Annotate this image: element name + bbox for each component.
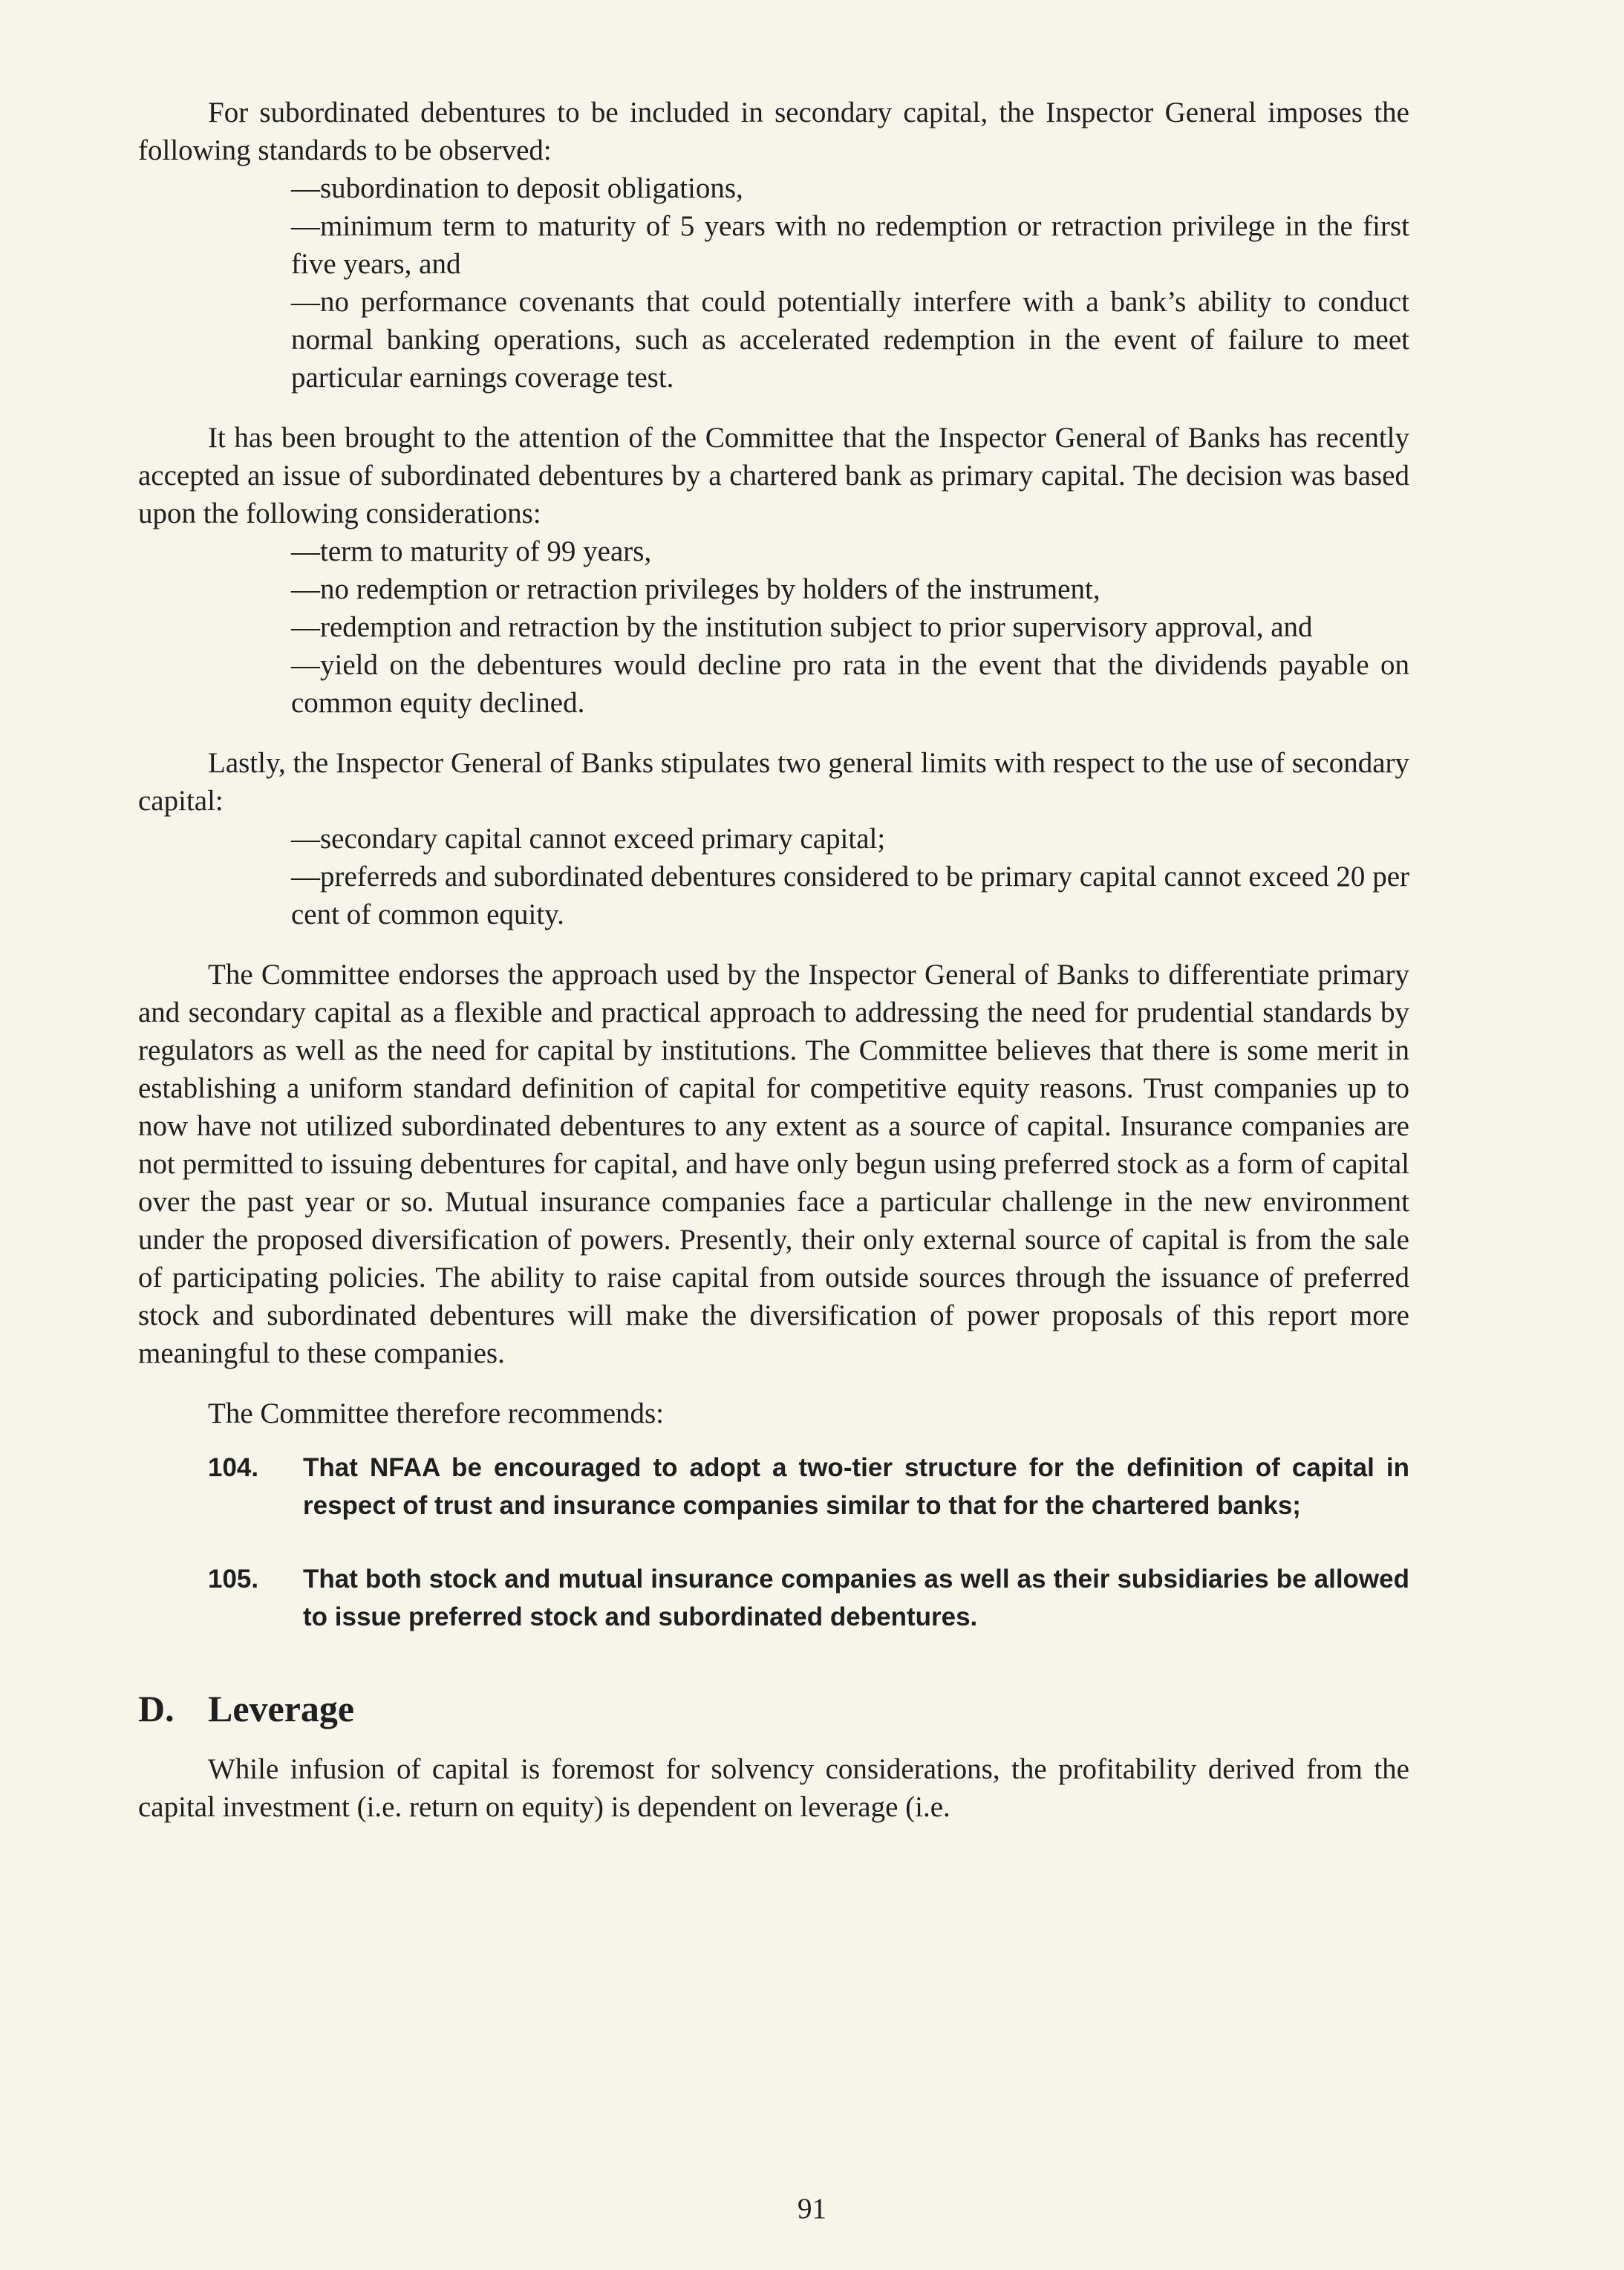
limits-list <box>138 820 1409 933</box>
debenture-standards-list <box>138 169 1409 397</box>
recommendation-number: 104. <box>208 1453 259 1482</box>
intro-paragraph: For subordinated debentures to be included in secondary capital, the Inspector General imposes the following standards to be observed: <box>138 97 1409 166</box>
recommendation-105 <box>208 1560 1409 1636</box>
section-title: Leverage <box>208 1688 355 1729</box>
considerations-list <box>138 532 1409 722</box>
recommendation-text: That NFAA be encouraged to adopt a two-tier structure for the definition of capital in respect of trust and insurance companies similar to that for the chartered banks; <box>303 1453 1409 1520</box>
recommendation-number: 105. <box>208 1565 259 1594</box>
list-item: —preferreds and subordinated debentures considered to be primary capital cannot exceed 20 per cent of common equity. <box>291 861 1409 930</box>
endorsement-paragraph: The Committee endorses the approach used by the Inspector General of Banks to differentiate primary and secondary capital as a flexible and practical approach to addressing the need for prudential standards by regulators as well as the need for capital by institutions. The Committee believes that there is some merit in establishing a uniform standard definition of capital for competitive equity reasons. Trust companies up to now have not utilized subordinated debentures to any extent as a source of capital. Insurance companies are not permitted to issuing debentures for capital, and have only begun using preferred stock as a form of capital over the past year or so. Mutual insurance companies face a particular challenge in the new environment under the proposed diversification of powers. Presently, their only external source of capital is from the sale of participating policies. The ability to raise capital from outside sources through the issuance of preferred stock and subordinated debentures will make the diversification of power proposals of this report more meaningful to these companies. <box>138 959 1409 1369</box>
list-item: —yield on the debentures would decline pro rata in the event that the dividends payable on common equity declined. <box>291 649 1409 719</box>
recommends-paragraph: The Committee therefore recommends: <box>208 1397 665 1429</box>
list-item: —term to maturity of 99 years, <box>291 535 652 567</box>
primary-capital-paragraph: It has been brought to the attention of the Committee that the Inspector General of Banks has recently accepted an issue of subordinated debentures by a chartered bank as primary capital. The decision was based upon the following considerations: <box>138 422 1409 529</box>
leverage-paragraph: While infusion of capital is foremost for solvency considerations, the profitability derived from the capital investment (i.e. return on equity) is dependent on leverage (i.e. <box>138 1753 1409 1823</box>
limits-paragraph: Lastly, the Inspector General of Banks stipulates two general limits with respect to the use of secondary capital: <box>138 747 1409 817</box>
list-item: —secondary capital cannot exceed primary capital; <box>291 823 886 855</box>
recommendation-104 <box>208 1449 1409 1524</box>
page-content <box>138 94 1409 1826</box>
list-item: —no performance covenants that could potentially interfere with a bank’s ability to conduct normal banking operations, such as accelerated redemption in the event of failure to meet particular earnings coverage test. <box>291 286 1409 394</box>
list-item: —redemption and retraction by the institution subject to prior supervisory approval, and <box>291 611 1313 643</box>
list-item: —minimum term to maturity of 5 years with no redemption or retraction privilege in the first five years, and <box>291 210 1409 280</box>
list-item: —subordination to deposit obligations, <box>291 172 743 204</box>
recommendation-text: That both stock and mutual insurance companies as well as their subsidiaries be allowed to issue preferred stock and subordinated debentures. <box>303 1565 1409 1631</box>
section-heading <box>138 1686 1409 1731</box>
section-letter: D. <box>138 1688 175 1729</box>
page-number: 91 <box>798 2193 826 2225</box>
list-item: —no redemption or retraction privileges by holders of the instrument, <box>291 573 1100 605</box>
